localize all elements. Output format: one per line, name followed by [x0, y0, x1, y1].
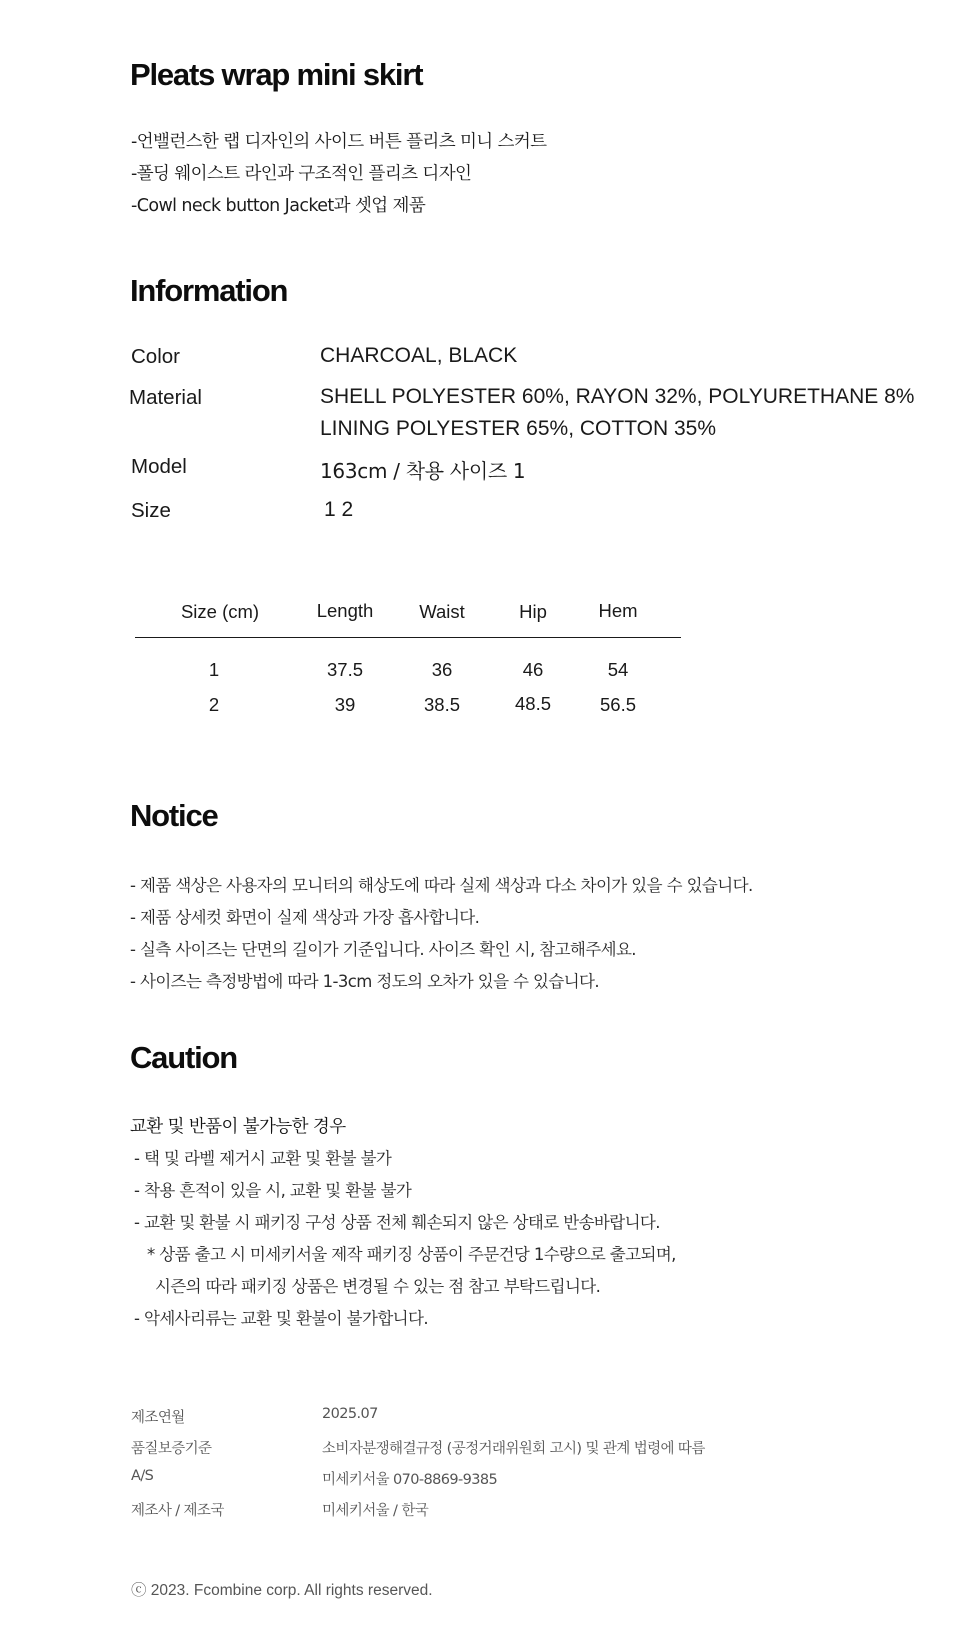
- information-heading: Information: [130, 273, 288, 308]
- description-line: -언밸런스한 랩 디자인의 사이드 버튼 플리츠 미니 스커트: [131, 132, 547, 152]
- material-label: Material: [129, 386, 202, 409]
- description-line: -Cowl neck button Jacket과 셋업 제품: [131, 196, 426, 216]
- meta-value-manufacturer: 미세키서울 / 한국: [322, 1503, 429, 1519]
- caution-note: * 상품 출고 시 미세키서울 제작 패키징 상품이 주문건당 1수량으로 출고되며,: [147, 1245, 676, 1264]
- meta-value-as: 미세키서울 070-8869-9385: [322, 1472, 498, 1488]
- model-value: 163cm / 착용 사이즈 1: [320, 459, 526, 483]
- material-value-lining: LINING POLYESTER 65%, COTTON 35%: [320, 417, 717, 440]
- caution-subheading: 교환 및 반품이 불가능한 경우: [130, 1117, 346, 1137]
- notice-item: - 제품 상세컷 화면이 실제 색상과 가장 흡사합니다.: [130, 908, 480, 927]
- caution-item: - 악세사리류는 교환 및 환불이 불가합니다.: [134, 1309, 428, 1328]
- table-cell: 1: [208, 659, 220, 680]
- caution-heading: Caution: [130, 1040, 237, 1075]
- caution-item: - 착용 흔적이 있을 시, 교환 및 환불 불가: [134, 1181, 412, 1200]
- table-cell: 36: [431, 659, 453, 680]
- meta-value-quality: 소비자분쟁해결규정 (공정거래위원회 고시) 및 관계 법령에 따름: [322, 1441, 705, 1457]
- table-cell: 46: [522, 659, 544, 680]
- table-header-waist: Waist: [419, 601, 465, 622]
- table-cell: 56.5: [599, 694, 637, 715]
- size-label: Size: [131, 499, 171, 522]
- notice-item: - 실측 사이즈는 단면의 길이가 기준입니다. 사이즈 확인 시, 참고해주세요.: [130, 940, 636, 959]
- caution-item: - 교환 및 환불 시 패키징 구성 상품 전체 훼손되지 않은 상태로 반송바랍니다.: [134, 1213, 660, 1232]
- model-label: Model: [131, 455, 187, 478]
- meta-value-manufacture-date: 2025.07: [322, 1406, 378, 1422]
- caution-note: 시즌의 따라 패키징 상품은 변경될 수 있는 점 참고 부탁드립니다.: [155, 1277, 601, 1296]
- color-value: CHARCOAL, BLACK: [320, 344, 518, 367]
- table-cell: 48.5: [514, 693, 552, 714]
- table-cell: 38.5: [423, 694, 461, 715]
- meta-label-manufacture-date: 제조연월: [131, 1410, 185, 1426]
- table-cell: 54: [607, 659, 629, 680]
- description-line: -폴딩 웨이스트 라인과 구조적인 플리츠 디자인: [131, 164, 472, 184]
- table-cell: 37.5: [326, 659, 364, 680]
- notice-heading: Notice: [130, 798, 218, 833]
- size-value: 1 2: [324, 498, 354, 521]
- table-divider: [135, 637, 681, 638]
- table-header-hip: Hip: [519, 601, 547, 622]
- meta-label-as: A/S: [131, 1468, 154, 1484]
- color-label: Color: [131, 345, 180, 368]
- meta-label-manufacturer: 제조사 / 제조국: [131, 1503, 224, 1519]
- table-cell: 2: [208, 694, 220, 715]
- table-header-length: Length: [316, 600, 374, 621]
- table-header-size: Size (cm): [180, 601, 260, 622]
- material-value-shell: SHELL POLYESTER 60%, RAYON 32%, POLYURETHANE 8%: [320, 385, 915, 408]
- notice-item: - 사이즈는 측정방법에 따라 1-3cm 정도의 오차가 있을 수 있습니다.: [130, 972, 600, 991]
- table-cell: 39: [334, 694, 356, 715]
- meta-label-quality: 품질보증기준: [131, 1441, 212, 1457]
- table-header-hem: Hem: [598, 600, 638, 621]
- product-title: Pleats wrap mini skirt: [130, 57, 423, 92]
- notice-item: - 제품 색상은 사용자의 모니터의 해상도에 따라 실제 색상과 다소 차이가 있을 수 있습니다.: [130, 876, 753, 895]
- caution-item: - 택 및 라벨 제거시 교환 및 환불 불가: [134, 1149, 392, 1168]
- copyright-text: ⓒ 2023. Fcombine corp. All rights reserved.: [131, 1582, 433, 1599]
